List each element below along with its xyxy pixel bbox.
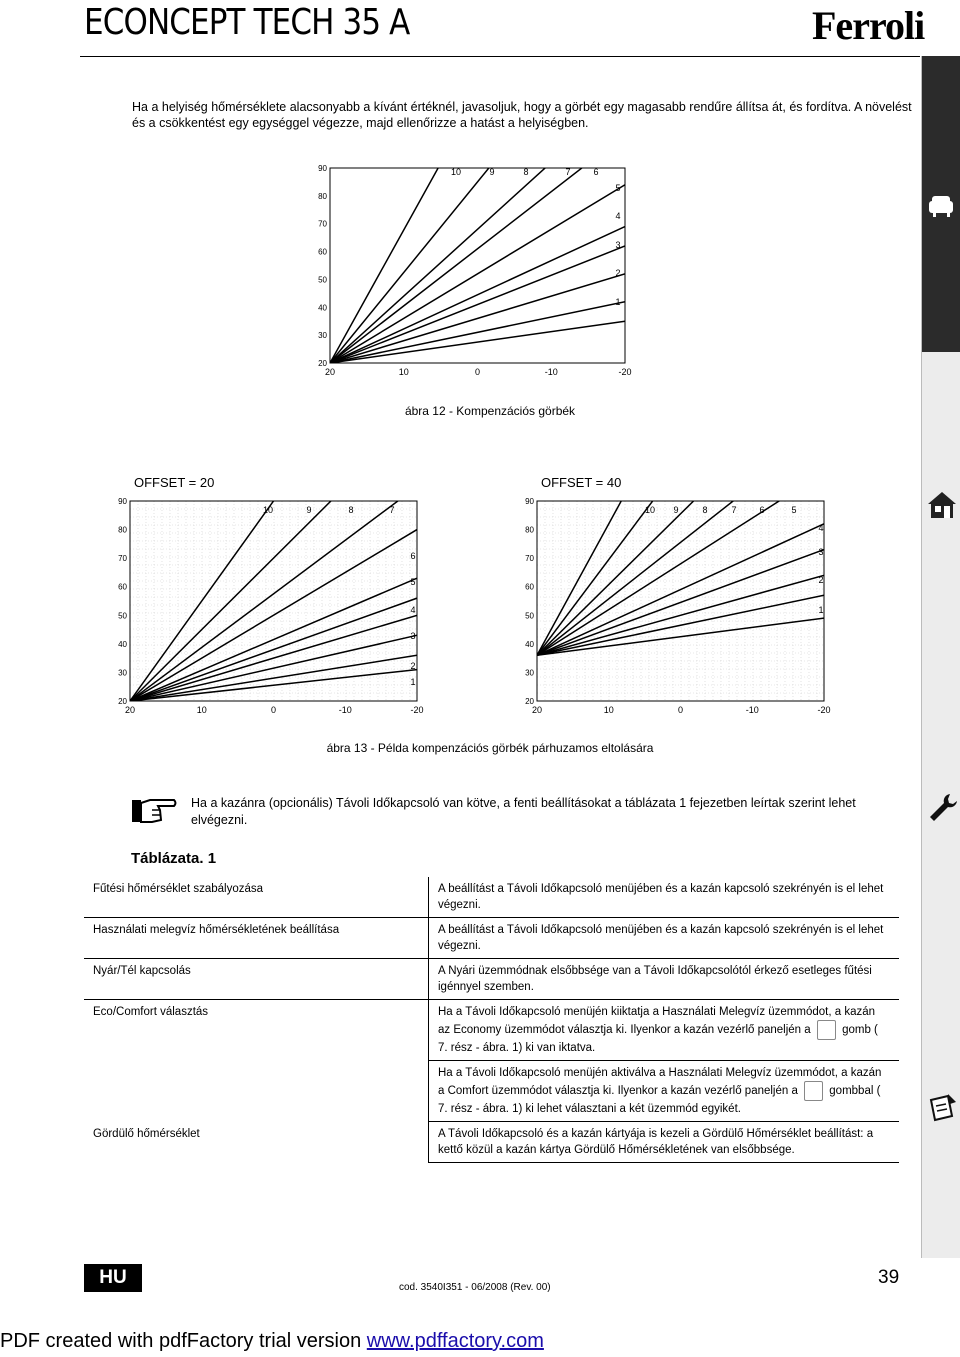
x-tick-label: -20: [817, 705, 831, 715]
curve-label-1: 1: [410, 677, 416, 687]
intro-paragraph: Ha a helyiség hőmérséklete alacsonyabb a kívánt értéknél, javasoljuk, hogy a görbét egy magasabb rendűre állítsa át, és fordítva. A növelést és a csökkentést egy egységgel végezze, majd ellenőrizze a hatást a helyiségben.: [132, 100, 912, 130]
y-tick-label: 90: [118, 497, 127, 506]
y-tick-label: 80: [318, 191, 327, 201]
figure-13-caption: ábra 13 - Példa kompenzációs görbék párhuzamos eltolására: [326, 741, 654, 755]
eco-comfort-button-symbol: [804, 1081, 823, 1101]
y-tick-label: 50: [318, 275, 327, 285]
curve-label-2: 2: [615, 268, 621, 278]
table-key-cell: Használati melegvíz hőmérsékletének beállítása: [84, 918, 429, 959]
curve-label-9: 9: [306, 505, 312, 515]
pointing-hand-icon: [130, 796, 178, 826]
curve-label-8: 8: [348, 505, 354, 515]
y-tick-label: 50: [118, 611, 127, 621]
curve-line-2: [537, 595, 824, 655]
y-tick-label: 80: [525, 525, 534, 535]
page-number: 39: [878, 1267, 900, 1288]
curve-label-9: 9: [489, 167, 495, 177]
y-tick-label: 20: [525, 697, 534, 706]
x-tick-label: 0: [677, 705, 684, 715]
header-divider: [80, 56, 920, 57]
y-tick-label: 40: [525, 639, 534, 649]
y-tick-label: 20: [118, 697, 127, 706]
curve-label-7: 7: [731, 505, 737, 515]
x-tick-label: -10: [745, 705, 759, 715]
installer-house-icon: [926, 488, 958, 522]
x-tick-label: -20: [410, 705, 424, 715]
table-value-cell: A beállítást a Távoli Időkapcsoló menüjében és a kazán kapcsoló szekrényén is el lehet végezni.: [429, 918, 900, 959]
y-tick-label: 60: [318, 247, 327, 257]
curve-label-4: 4: [818, 523, 824, 533]
curve-line-6: [330, 185, 625, 363]
x-tick-label: -10: [544, 367, 558, 377]
remote-timer-settings-table: [84, 877, 899, 1163]
curve-line-3: [330, 274, 625, 363]
curve-line-6: [537, 473, 824, 655]
curve-line-9: [130, 473, 417, 701]
curve-line-6: [130, 578, 417, 701]
curve-label-4: 4: [615, 211, 621, 221]
curve-label-2: 2: [410, 661, 416, 671]
curve-label-10: 10: [262, 505, 274, 515]
remote-timer-note: Ha a kazánra (opcionális) Távoli Időkapcsoló van kötve, a fenti beállításokat a táblázata 1 fejezetben leírtak szerint lehet elvégezni.: [191, 796, 856, 827]
curve-label-8: 8: [702, 505, 708, 515]
curve-label-10: 10: [450, 167, 462, 177]
y-tick-label: 60: [118, 582, 127, 592]
y-tick-label: 70: [118, 554, 127, 564]
y-tick-label: 70: [525, 554, 534, 564]
x-tick-label: 0: [270, 705, 277, 715]
curve-line-4: [537, 550, 824, 656]
table-row: [84, 1000, 899, 1061]
curve-label-3: 3: [615, 240, 621, 250]
document-title: ECONCEPT TECH 35 A: [84, 2, 410, 43]
x-tick-label: -20: [618, 367, 632, 377]
curve-line-3: [537, 575, 824, 655]
curve-line-5: [537, 524, 824, 655]
x-tick-label: 10: [398, 367, 409, 377]
document-code: cod. 3540I351 - 06/2008 (Rev. 00): [399, 1282, 551, 1293]
curve-label-1: 1: [818, 605, 824, 615]
table-value-cell: A beállítást a Távoli Időkapcsoló menüjében és a kazán kapcsoló szekrényén is el lehet végezni.: [429, 877, 900, 918]
plot-frame: [537, 501, 824, 701]
curve-line-10: [130, 473, 417, 701]
table-row: [84, 959, 899, 1000]
section-sidebar: [921, 56, 960, 1258]
y-tick-label: 60: [525, 582, 534, 592]
curve-label-6: 6: [410, 551, 416, 561]
table-key-cell: Fűtési hőmérséklet szabályozása: [84, 877, 429, 918]
language-badge: HU: [84, 1264, 142, 1292]
pdf-creator-banner: [0, 1330, 544, 1353]
table-key-cell: Gördülő hőmérséklet: [84, 1122, 429, 1163]
y-tick-label: 30: [525, 668, 534, 678]
curve-label-1: 1: [615, 297, 621, 307]
compensation-curves-chart: [300, 158, 680, 383]
comfort-mode-text-end: gombbal ( 7. rész - ábra. 1) ki lehet választani a két üzemmód egyikét.: [438, 1085, 881, 1115]
curve-label-7: 7: [565, 167, 571, 177]
curve-label-5: 5: [791, 505, 797, 515]
x-tick-label: 10: [196, 705, 207, 715]
chart-title: OFFSET = 20: [134, 475, 215, 490]
table-row: [84, 918, 899, 959]
curve-line-4: [330, 246, 625, 363]
y-tick-label: 30: [318, 331, 327, 341]
figure-12-caption: ábra 12 - Kompenzációs görbék: [404, 404, 576, 418]
y-tick-label: 50: [525, 611, 534, 621]
eco-mode-text: Ha a Távoli Időkapcsoló menüjén kiiktatja a Használati Melegvíz üzemmódot, a kazán az Economy üzemmódot választja ki. Ilyenkor a kazán vezérlő paneljén a: [438, 1006, 876, 1037]
eco-mode-text-end: gomb ( 7. rész - ábra. 1) ki van iktatva.: [438, 1024, 878, 1054]
curve-label-5: 5: [410, 577, 416, 587]
y-tick-label: 90: [318, 164, 327, 173]
curve-line-2: [330, 302, 625, 363]
y-tick-label: 40: [318, 303, 327, 313]
y-tick-label: 70: [318, 219, 327, 229]
table-title: Táblázata. 1: [131, 850, 217, 867]
table-value-cell: A Távoli Időkapcsoló és a kazán kártyája is kezeli a Gördülő Hőmérséklet beállítást: a kettő közül a kazán kártya Gördülő Hőmérsékletének van elsőbbsége.: [429, 1122, 900, 1163]
curve-label-5: 5: [615, 183, 621, 193]
x-tick-label: 20: [324, 367, 336, 377]
curve-label-4: 4: [410, 605, 416, 615]
plot-frame: [330, 168, 625, 363]
y-tick-label: 30: [118, 668, 127, 678]
plot-frame: [130, 501, 417, 701]
curve-label-10: 10: [644, 505, 656, 515]
x-tick-label: 20: [124, 705, 136, 715]
pdffactory-link[interactable]: www.pdffactory.com: [366, 1330, 544, 1352]
brand-logo: Ferroli: [812, 3, 925, 48]
y-tick-label: 40: [118, 639, 127, 649]
curve-label-3: 3: [410, 631, 416, 641]
curve-label-9: 9: [673, 505, 679, 515]
eco-comfort-button-symbol: [817, 1020, 836, 1040]
offset-40-chart: [512, 473, 842, 718]
table-value-cell: [429, 1000, 900, 1061]
offset-20-chart: [105, 473, 435, 718]
curve-line-7: [130, 530, 417, 701]
table-key-cell: Eco/Comfort választás: [84, 1000, 429, 1122]
y-tick-label: 90: [525, 497, 534, 506]
x-tick-label: 0: [474, 367, 481, 377]
table-key-cell: Nyár/Tél kapcsolás: [84, 959, 429, 1000]
x-tick-label: -10: [338, 705, 352, 715]
technical-data-notepad-icon: [926, 1090, 958, 1124]
curve-line-2: [130, 655, 417, 701]
curve-label-3: 3: [818, 547, 824, 557]
chart-title: OFFSET = 40: [541, 475, 622, 490]
x-tick-label: 20: [531, 705, 543, 715]
user-armchair-icon: [926, 188, 958, 222]
table-value-cell: [429, 1061, 900, 1122]
y-tick-label: 20: [318, 359, 327, 368]
curve-label-8: 8: [523, 167, 529, 177]
table-row: [84, 877, 899, 918]
curve-label-2: 2: [818, 575, 824, 585]
table-row: [84, 1122, 899, 1163]
curve-label-7: 7: [389, 505, 395, 515]
curve-label-6: 6: [759, 505, 765, 515]
table-value-cell: A Nyári üzemmódnak elsőbbsége van a Távoli Időkapcsolótól érkező esetleges fűtési igénnyel szemben.: [429, 959, 900, 1000]
service-wrench-icon: [926, 791, 958, 825]
curve-label-6: 6: [593, 167, 599, 177]
comfort-mode-text: Ha a Távoli Időkapcsoló menüjén aktiválva a Használati Melegvíz üzemmódot, a kazán a Comfort üzemmódot választja ki. Ilyenkor a kazán vezérlő paneljén a: [438, 1067, 882, 1098]
x-tick-label: 10: [603, 705, 614, 715]
y-tick-label: 80: [118, 525, 127, 535]
pdf-creator-text: PDF created with pdfFactory trial version: [0, 1330, 367, 1352]
